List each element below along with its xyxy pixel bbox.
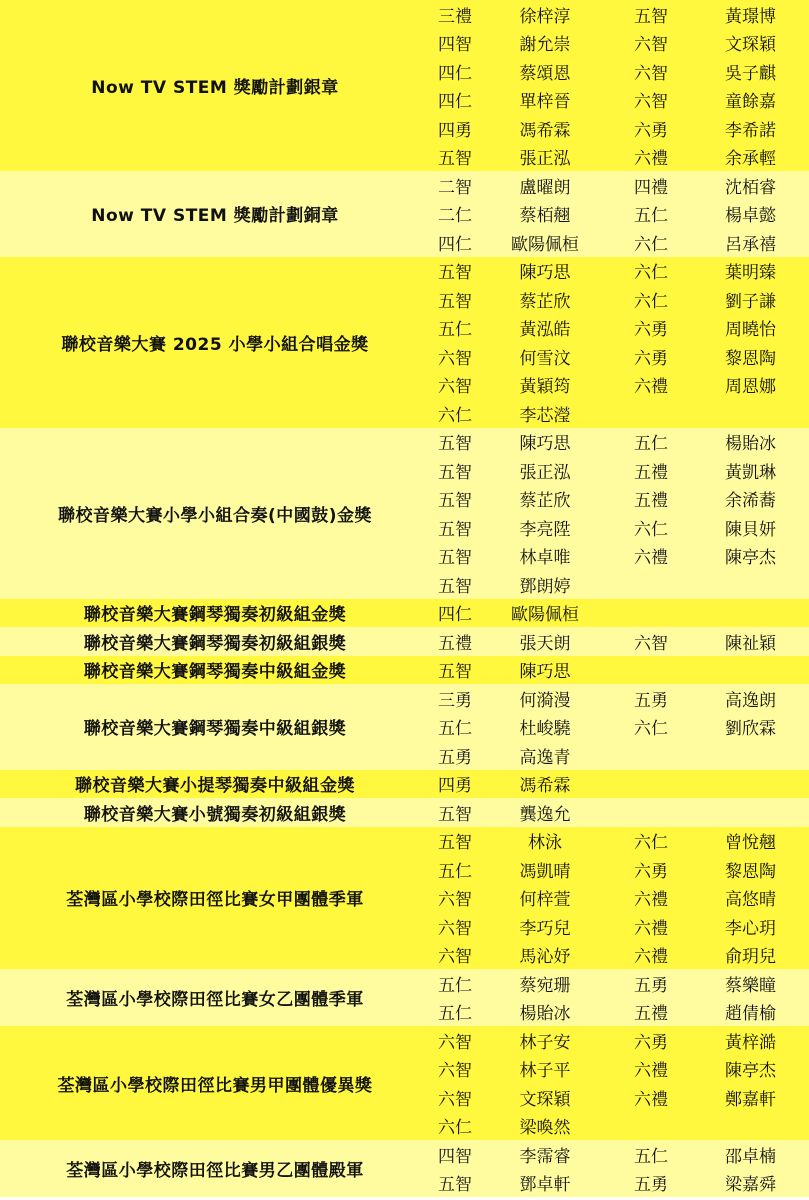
student-row	[430, 855, 809, 884]
class-cell: 五智	[438, 519, 472, 540]
student-row	[430, 1112, 809, 1141]
student-name-cell: 文琛穎	[519, 1089, 571, 1110]
student-row	[430, 912, 809, 941]
class-cell: 五智	[438, 491, 472, 512]
class-cell: 五智	[438, 291, 472, 312]
student-name-cell: 何梓萱	[519, 890, 571, 911]
class-cell: 六勇	[634, 861, 668, 882]
student-name-cell: 高逸青	[519, 747, 571, 768]
award-group	[0, 0, 809, 171]
class-cell: 六智	[438, 890, 472, 911]
student-row	[430, 627, 809, 656]
student-name-cell: 梁喚然	[519, 1118, 571, 1139]
class-cell: 四仁	[438, 605, 472, 626]
class-cell: 四禮	[634, 177, 668, 198]
class-cell: 五仁	[438, 861, 472, 882]
class-cell: 六智	[438, 377, 472, 398]
class-cell: 五禮	[438, 633, 472, 654]
class-cell: 六智	[634, 633, 668, 654]
student-name-cell: 葉明臻	[725, 263, 776, 284]
student-row	[430, 200, 809, 229]
student-name-cell: 張正泓	[519, 149, 571, 170]
class-cell: 四仁	[438, 234, 472, 255]
class-cell: 六仁	[634, 719, 668, 740]
student-name-cell: 文琛穎	[725, 35, 776, 56]
student-name-cell: 陳巧思	[519, 434, 571, 455]
student-row	[430, 713, 809, 742]
award-title: Now TV STEM 獎勵計劃銅章	[91, 206, 339, 227]
student-name-cell: 楊卓懿	[725, 206, 776, 227]
student-row	[430, 399, 809, 428]
class-cell: 四智	[438, 1146, 472, 1167]
award-title: 聯校音樂大賽鋼琴獨奏中級組金獎	[83, 662, 347, 683]
student-name-cell: 黎恩陶	[725, 348, 776, 369]
class-cell: 六禮	[634, 918, 668, 939]
student-name-cell: 周恩娜	[725, 377, 776, 398]
student-row	[430, 143, 809, 172]
student-name-cell: 沈栢睿	[725, 177, 776, 198]
student-name-cell: 林子安	[519, 1032, 571, 1053]
student-name-cell: 邵卓楠	[725, 1146, 776, 1167]
class-cell: 六智	[634, 92, 668, 113]
student-name-cell: 余浠蕎	[725, 491, 776, 512]
class-cell: 六智	[438, 947, 472, 968]
award-title: 聯校音樂大賽鋼琴獨奏初級組金獎	[83, 605, 347, 626]
award-title: Now TV STEM 獎勵計劃銀章	[91, 78, 339, 98]
student-name-cell: 單梓晉	[519, 92, 571, 113]
class-cell: 六勇	[634, 348, 668, 369]
student-name-cell: 何漪漫	[519, 690, 571, 711]
student-name-cell: 馮凱晴	[519, 861, 571, 882]
student-name-cell: 鄧卓軒	[519, 1175, 571, 1196]
student-row	[430, 342, 809, 371]
student-row	[430, 827, 809, 856]
class-cell: 六禮	[634, 1061, 668, 1082]
student-name-cell: 陳巧思	[519, 263, 571, 284]
student-name-cell: 俞玥兒	[725, 947, 776, 968]
class-cell: 三禮	[438, 6, 472, 27]
award-title: 荃灣區小學校際田徑比賽男乙團體殿軍	[66, 1161, 364, 1181]
class-cell: 五智	[634, 6, 668, 27]
class-cell: 六智	[438, 1061, 472, 1082]
student-name-cell: 周曉怡	[725, 320, 776, 341]
student-name-cell: 劉子謙	[725, 291, 776, 312]
student-name-cell: 陳巧思	[519, 662, 571, 683]
award-group	[0, 770, 809, 799]
class-cell: 五仁	[438, 719, 472, 740]
student-row	[430, 798, 809, 827]
class-cell: 五仁	[438, 975, 472, 996]
student-row	[430, 114, 809, 143]
class-cell: 六智	[438, 918, 472, 939]
student-row	[430, 884, 809, 913]
student-name-cell: 歐陽佩桓	[511, 605, 579, 626]
class-cell: 五仁	[634, 434, 668, 455]
student-name-cell: 李心玥	[725, 918, 776, 939]
class-cell: 五禮	[634, 1004, 668, 1025]
student-name-cell: 謝允崇	[519, 35, 571, 56]
award-title: 聯校音樂大賽小學小組合奏(中國鼓)金獎	[57, 505, 373, 526]
class-cell: 六智	[634, 35, 668, 56]
class-cell: 二仁	[438, 206, 472, 227]
student-name-cell: 杜峻驍	[519, 719, 571, 740]
student-name-cell: 曾悅翹	[725, 833, 776, 854]
award-title: 荃灣區小學校際田徑比賽女甲團體季軍	[66, 890, 364, 911]
student-row	[430, 371, 809, 400]
class-cell: 六仁	[634, 234, 668, 255]
student-row	[430, 684, 809, 713]
student-name-cell: 黎恩陶	[725, 861, 776, 882]
student-name-cell: 林子平	[519, 1061, 571, 1082]
student-row	[430, 770, 809, 799]
class-cell: 五仁	[438, 1004, 472, 1025]
student-name-cell: 黃穎筠	[519, 377, 571, 398]
student-name-cell: 蔡樂瞳	[725, 975, 776, 996]
student-row	[430, 1083, 809, 1112]
student-name-cell: 陳亭杰	[725, 1061, 776, 1082]
class-cell: 六智	[634, 63, 668, 84]
class-cell: 六仁	[634, 263, 668, 284]
student-row	[430, 599, 809, 628]
student-name-cell: 吳子麒	[725, 63, 776, 84]
student-name-cell: 余承輕	[725, 149, 776, 170]
student-row	[430, 1169, 809, 1198]
award-title: 聯校音樂大賽小提琴獨奏中級組金獎	[75, 776, 355, 797]
class-cell: 五勇	[634, 690, 668, 711]
award-title: 聯校音樂大賽鋼琴獨奏中級組銀獎	[83, 719, 347, 740]
student-row	[430, 1055, 809, 1084]
student-name-cell: 鄭嘉軒	[725, 1089, 776, 1110]
student-row	[430, 314, 809, 343]
class-cell: 四仁	[438, 63, 472, 84]
student-name-cell: 呂承禧	[725, 234, 776, 255]
class-cell: 五智	[438, 576, 472, 597]
award-group	[0, 798, 809, 827]
class-cell: 六勇	[634, 120, 668, 141]
student-name-cell: 陳亭杰	[725, 548, 776, 569]
class-cell: 四智	[438, 35, 472, 56]
class-cell: 五智	[438, 149, 472, 170]
class-cell: 五智	[438, 434, 472, 455]
class-cell: 六仁	[634, 833, 668, 854]
class-cell: 五智	[438, 1175, 472, 1196]
class-cell: 五仁	[634, 206, 668, 227]
award-title: 聯校音樂大賽鋼琴獨奏初級組銀獎	[83, 633, 347, 654]
student-name-cell: 張天朗	[519, 633, 571, 654]
award-group	[0, 1026, 809, 1140]
student-row	[430, 1026, 809, 1055]
student-name-cell: 高悠晴	[725, 890, 776, 911]
class-cell: 六仁	[438, 405, 472, 426]
student-name-cell: 楊貽冰	[725, 434, 776, 455]
student-name-cell: 蔡芷欣	[519, 291, 571, 312]
student-row	[430, 485, 809, 514]
student-name-cell: 馮希霖	[519, 776, 571, 797]
class-cell: 六仁	[634, 291, 668, 312]
student-name-cell: 蔡頌恩	[519, 63, 571, 84]
class-cell: 六智	[438, 348, 472, 369]
student-row	[430, 171, 809, 200]
class-cell: 六仁	[634, 519, 668, 540]
award-group	[0, 257, 809, 428]
class-cell: 六禮	[634, 947, 668, 968]
student-row	[430, 998, 809, 1027]
class-cell: 六禮	[634, 548, 668, 569]
class-cell: 五勇	[634, 975, 668, 996]
student-name-cell: 蔡宛珊	[519, 975, 571, 996]
class-cell: 六智	[438, 1089, 472, 1110]
award-group	[0, 627, 809, 656]
student-row	[430, 428, 809, 457]
student-name-cell: 高逸朗	[725, 690, 776, 711]
student-name-cell: 李霈睿	[519, 1146, 571, 1167]
student-name-cell: 梁嘉舜	[725, 1175, 776, 1196]
student-row	[430, 656, 809, 685]
student-name-cell: 陳祉穎	[725, 633, 776, 654]
award-group	[0, 827, 809, 970]
award-group	[0, 599, 809, 628]
student-name-cell: 趙倩榆	[725, 1004, 776, 1025]
class-cell: 五仁	[438, 320, 472, 341]
award-title: 聯校音樂大賽 2025 小學小組合唱金獎	[61, 334, 369, 355]
student-name-cell: 鄧朗婷	[519, 576, 571, 597]
award-group	[0, 428, 809, 599]
student-name-cell: 馬沁妤	[519, 947, 571, 968]
class-cell: 二智	[438, 177, 472, 198]
student-name-cell: 龔逸允	[519, 804, 571, 825]
student-row	[430, 57, 809, 86]
student-name-cell: 林泳	[528, 833, 562, 854]
student-row	[430, 285, 809, 314]
class-cell: 六仁	[438, 1118, 472, 1139]
student-name-cell: 蔡栢翹	[519, 206, 571, 227]
student-name-cell: 楊貽冰	[519, 1004, 571, 1025]
award-group	[0, 684, 809, 770]
student-row	[430, 1140, 809, 1169]
student-name-cell: 張正泓	[519, 462, 571, 483]
student-name-cell: 黃梓澔	[725, 1032, 776, 1053]
class-cell: 五禮	[634, 491, 668, 512]
award-group	[0, 969, 809, 1026]
student-name-cell: 李希諾	[725, 120, 776, 141]
class-cell: 四勇	[438, 776, 472, 797]
student-row	[430, 741, 809, 770]
class-cell: 五智	[438, 263, 472, 284]
student-name-cell: 何雪汶	[519, 348, 571, 369]
student-row	[430, 228, 809, 257]
class-cell: 六禮	[634, 149, 668, 170]
student-name-cell: 蔡芷欣	[519, 491, 571, 512]
award-title: 聯校音樂大賽小號獨奏初級組銀獎	[83, 804, 347, 825]
student-name-cell: 黃凱琳	[725, 462, 776, 483]
student-row	[430, 969, 809, 998]
class-cell: 五智	[438, 804, 472, 825]
class-cell: 五智	[438, 548, 472, 569]
class-cell: 六勇	[634, 320, 668, 341]
award-title: 荃灣區小學校際田徑比賽女乙團體季軍	[66, 990, 364, 1010]
student-name-cell: 童餘嘉	[725, 92, 776, 113]
student-row	[430, 941, 809, 970]
student-row	[430, 257, 809, 286]
student-name-cell: 李亮陞	[519, 519, 571, 540]
student-row	[430, 456, 809, 485]
class-cell: 五勇	[438, 747, 472, 768]
student-name-cell: 李巧兒	[519, 918, 571, 939]
student-row	[430, 570, 809, 599]
student-name-cell: 李芯瀅	[519, 405, 571, 426]
award-group	[0, 1140, 809, 1197]
award-title: 荃灣區小學校際田徑比賽男甲團體優異獎	[57, 1075, 373, 1096]
student-name-cell: 陳貝妍	[725, 519, 776, 540]
student-name-cell: 歐陽佩桓	[511, 234, 579, 255]
student-name-cell: 黃璟博	[725, 6, 776, 27]
class-cell: 六勇	[634, 1032, 668, 1053]
student-row	[430, 29, 809, 58]
student-row	[430, 542, 809, 571]
class-cell: 六禮	[634, 890, 668, 911]
class-cell: 六禮	[634, 1089, 668, 1110]
award-group	[0, 656, 809, 685]
class-cell: 五勇	[634, 1175, 668, 1196]
class-cell: 四仁	[438, 92, 472, 113]
student-name-cell: 盧曜朗	[519, 177, 571, 198]
student-name-cell: 劉欣霖	[725, 719, 776, 740]
student-name-cell: 黃泓皓	[519, 320, 571, 341]
class-cell: 三勇	[438, 690, 472, 711]
student-name-cell: 林卓唯	[519, 548, 571, 569]
student-row	[430, 513, 809, 542]
class-cell: 六禮	[634, 377, 668, 398]
student-name-cell: 馮希霖	[519, 120, 571, 141]
class-cell: 五智	[438, 662, 472, 683]
class-cell: 五智	[438, 833, 472, 854]
student-name-cell: 徐梓淳	[519, 6, 571, 27]
class-cell: 四勇	[438, 120, 472, 141]
class-cell: 六智	[438, 1032, 472, 1053]
award-group	[0, 171, 809, 257]
student-row	[430, 86, 809, 115]
class-cell: 五智	[438, 462, 472, 483]
class-cell: 五禮	[634, 462, 668, 483]
class-cell: 五仁	[634, 1146, 668, 1167]
student-row	[430, 0, 809, 29]
